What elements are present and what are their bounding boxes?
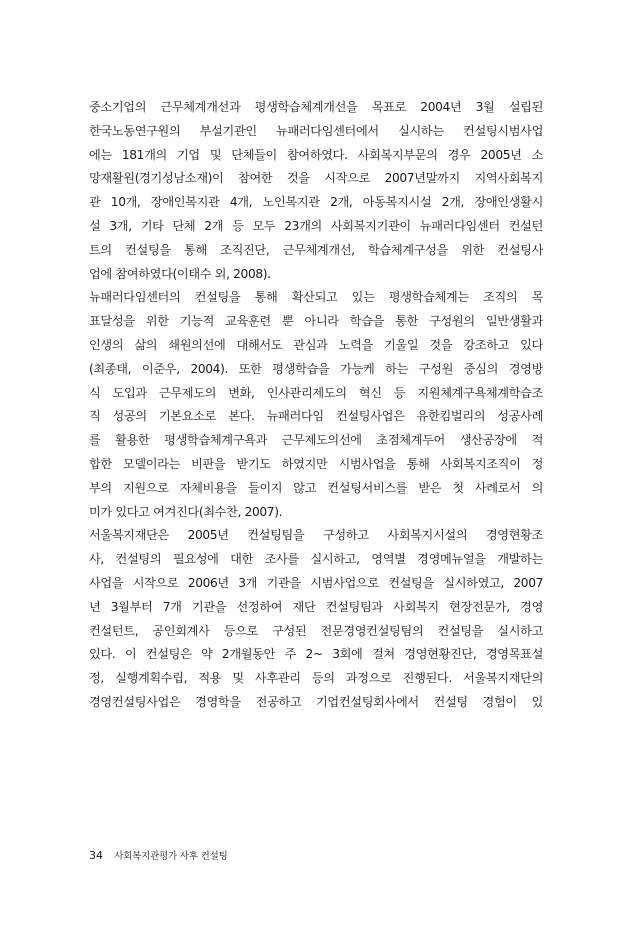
text-line: 직 성공의 기본요소로 본다. 뉴패러다임 컨설팅사업은 유한킴벌리의 성공사례 — [89, 409, 543, 424]
text-line: 관 10개, 장애인복지관 4개, 노인복지관 2개, 아동복지시설 2개, 장애인생활시 — [89, 195, 543, 210]
text-line: 컨설턴트, 공인회계사 등으로 구성된 전문경영컨설팅팀의 컨설팅을 실시하고 — [89, 623, 543, 638]
text-line: 뉴패러다임센터의 컨설팅을 통해 확산되고 있는 평생학습체계는 조직의 목 — [89, 290, 543, 305]
page-number: 34 — [89, 849, 103, 862]
text-line: 망재활원(경기성남소재)이 참여한 것을 시작으로 2007년말까지 지역사회복지 — [89, 171, 543, 186]
text-line: 를 활용한 평생학습체계구욕과 근무제도의선에 초점체계두어 생산공장에 적 — [89, 433, 543, 448]
text-line: 정, 실행계획수립, 적용 및 사후관리 등의 과정으로 진행된다. 서울복지재단의 — [89, 671, 543, 686]
text-line: 설 3개, 기타 단체 2개 등 모두 23개의 사회복지기관이 뉴패러다임센터 컨설턴 — [89, 218, 543, 233]
text-line: 부의 지원으로 자체비용을 들이지 않고 컨설팅서비스를 받은 첫 사례로서 의 — [89, 480, 543, 495]
text-line: 표달성을 위한 기능적 교육훈련 뿐 아니라 학습을 통한 구성원의 일반생활과 — [89, 314, 543, 329]
text-line: 년 3월부터 7개 기관을 선정하여 재단 컨설팅팀과 사회복지 현장전문가, 경영 — [89, 599, 543, 614]
text-line: 중소기업의 근무체계개선과 평생학습체계개선을 목표로 2004년 3월 설립된 — [89, 100, 543, 114]
text-line: 에는 181개의 기업 및 단체들이 참여하였다. 사회복지부문의 경우 2005년 소 — [89, 147, 543, 162]
text-line: 사, 컨설팅의 필요성에 대한 조사를 실시하고, 영역별 경영메뉴얼을 개발하는 — [89, 552, 543, 567]
text-line: 사업을 시작으로 2006년 3개 기관을 시범사업으로 컨설팅을 실시하였고, 2007 — [89, 575, 543, 590]
text-line: 한국노동연구원의 부설기관인 뉴패러다임센터에서 실시하는 컨설팅시범사업 — [89, 123, 543, 138]
text-line: (최종태, 이준우, 2004). 또한 평생학습을 가능케 하는 구성원 중심의 경영방 — [89, 361, 543, 376]
body-text — [89, 96, 543, 715]
text-line: 미가 있다고 여겨진다(최수찬, 2007). — [89, 504, 283, 519]
text-line: 합한 모델이라는 비판을 받기도 하였지만 시범사업을 통해 사회복지조직이 정 — [89, 456, 543, 471]
running-title: 사회복지관평가 사후 컨설팅 — [114, 851, 228, 862]
page-footer — [89, 849, 228, 864]
text-line: 트의 컨설팅을 통해 조직진단, 근무체계개선, 학습체계구성을 위한 컨설팅사 — [89, 242, 543, 257]
text-line: 있다. 이 컨설팅은 약 2개월동안 주 2~ 3회에 걸쳐 경영현황진단, 경영목표설 — [89, 647, 543, 662]
text-line: 서울복지재단은 2005년 컨설팅팀을 구성하고 사회복지시설의 경영현황조 — [89, 528, 543, 543]
text-line: 인생의 삶의 쇄원의선에 대해서도 관심과 노력을 기울일 것을 강조하고 있다 — [89, 337, 543, 352]
text-line: 업에 참여하였다(이태수 외, 2008). — [89, 266, 271, 281]
text-line: 경영컨설팅사업은 경영학을 전공하고 기업컨설팅회사에서 컨설팅 경험이 있 — [89, 694, 543, 709]
text-line: 식 도입과 근무제도의 변화, 인사관리제도의 혁신 등 지원체계구욕체계학습조 — [89, 385, 543, 400]
